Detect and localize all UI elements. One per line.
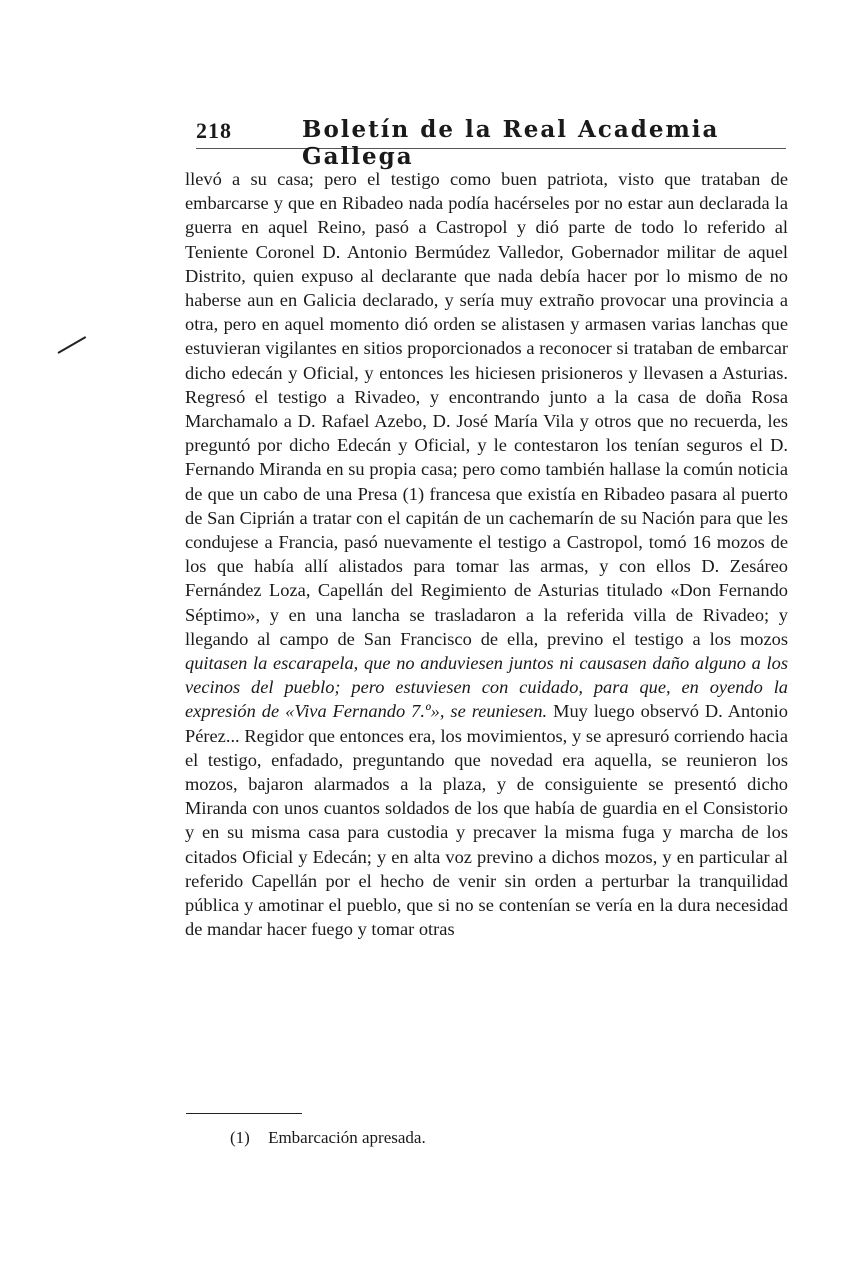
body-italic-passage: quitasen la escarapela, que no anduviesen juntos ni causasen daño alguno a los vecinos del pueblo; pero estuviesen con cuidado, para que, en oyendo la expresión de «Viva Fernando 7.º», se reuniesen. xyxy=(185,653,788,722)
footnote-text: Embarcación apresada. xyxy=(268,1128,426,1147)
running-header xyxy=(196,114,786,170)
footnote xyxy=(230,1127,426,1149)
margin-pencil-mark xyxy=(58,336,87,354)
footnote-divider xyxy=(186,1113,302,1114)
footnote-number: (1) xyxy=(230,1128,250,1147)
journal-title: Boletín de la Real Academia Gallega xyxy=(302,116,720,170)
body-paragraph-start: llevó a su casa; pero el testigo como buen patriota, visto que trataban de embarcarse y que en Ribadeo nada podía hacérseles por no estar aun declarada la guerra en aquel Reino, pasó a Castropol y dió parte de todo lo referido al Teniente Coronel D. Antonio Bermúdez Valledor, Gobernador militar de aquel Distrito, quien expuso al declarante que nada debía hacer por lo mismo de no haberse aun en Galicia declarado, y sería muy extraño provocar una provincia a otra, pero en aquel momento dió orden se alistasen y armasen varias lanchas que estuvieran vigilantes en sitios proporcionados a reconocer si trataban de embarcar dicho edecán y Oficial, y entonces les hiciesen prisioneros y llevasen a Asturias. Regresó el testigo a Rivadeo, y encontrando junto a la casa de doña Rosa Marchamalo a D. Rafael Azebo, D. José María Vila y otros que no recuerda, les preguntó por dicho Edecán y Oficial, y le contestaron los tenían seguros el D. Fernando Miranda en su propia casa; pero como también hallase la común noticia de que un cabo de una Presa (1) francesa que existía en Ribadeo pasara al puerto de San Ciprián a tratar con el capitán de un cachemarín de su Nación para que les condujese a Francia, pasó nuevamente el testigo a Castropol, tomó 16 mozos de los que había allí alistados para tomar las armas, y con ellos D. Zesáreo Fernández Loza, Capellán del Regimiento de Asturias titulado «Don Fernando Séptimo», y en una lancha se trasladaron a la referida villa de Rivadeo; y llegando al campo de San Francisco de ella, previno el testigo a los mozos xyxy=(185,169,788,649)
page-number: 218 xyxy=(196,118,232,143)
body-text xyxy=(185,167,788,942)
body-paragraph-end: Muy luego observó D. Antonio Pérez... Regidor que entonces era, los movimientos, y se apresuró corriendo hacia el testigo, enfadado, preguntando que novedad era aquella, se reunieron los mozos, bajaron alarmados a la plaza, y de consiguiente se presentó dicho Miranda con unos cuantos soldados de los que había de guardia en el Consistorio y en su misma casa para custodia y precaver la misma fuga y marcha de los citados Oficial y Edecán; y en alta voz previno a dichos mozos, y en particular al referido Capellán por el hecho de venir sin orden a perturbar la tranquilidad pública y amotinar el pueblo, que si no se contenían se vería en la dura necesidad de mandar hacer fuego y tomar otras xyxy=(185,701,788,940)
